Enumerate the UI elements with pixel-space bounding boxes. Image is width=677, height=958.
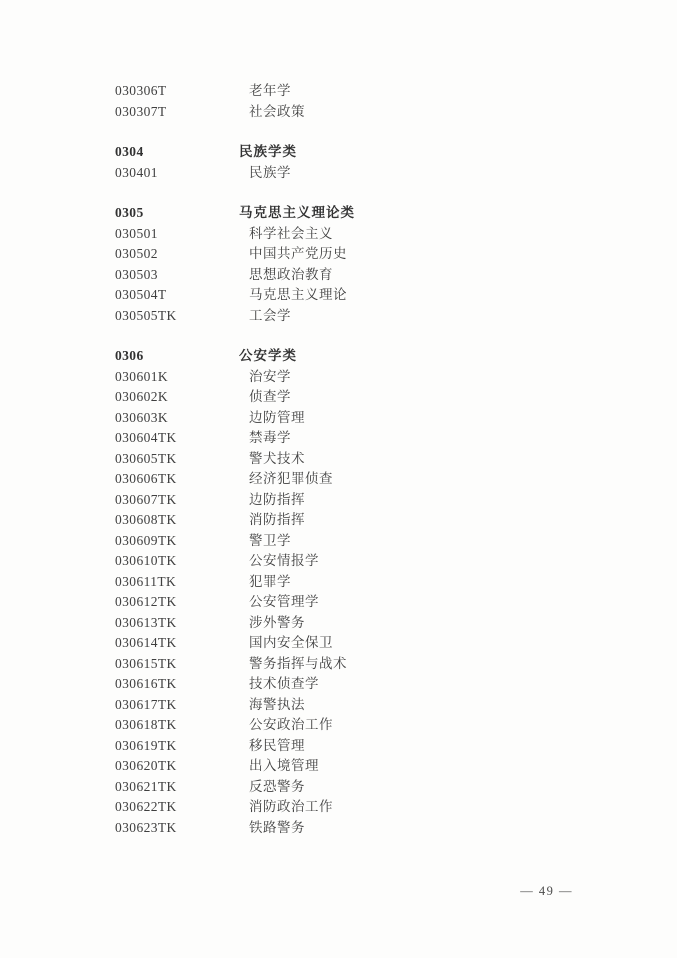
major-code: 030307T xyxy=(115,103,167,119)
major-code: 030612TK xyxy=(115,594,177,609)
major-code: 030616TK xyxy=(115,676,177,691)
major-row xyxy=(115,531,647,552)
major-code: 030607TK xyxy=(115,491,177,507)
catalog-section xyxy=(115,142,647,183)
major-row xyxy=(115,797,647,818)
major-row xyxy=(115,592,647,613)
category-title: 民族学类 xyxy=(239,144,297,159)
category-title: 公安学类 xyxy=(239,348,297,363)
major-name: 社会政策 xyxy=(249,103,305,119)
major-code: 030503 xyxy=(115,266,158,282)
major-row xyxy=(115,367,647,388)
major-name: 海警执法 xyxy=(249,696,305,712)
major-row xyxy=(115,572,647,593)
major-name: 科学社会主义 xyxy=(249,225,333,241)
major-row xyxy=(115,818,647,839)
major-name: 中国共产党历史 xyxy=(249,246,347,261)
major-name: 马克思主义理论 xyxy=(249,287,347,302)
major-name: 边防指挥 xyxy=(249,491,305,507)
major-row xyxy=(115,715,647,736)
catalog-section xyxy=(115,346,647,838)
catalog-section xyxy=(115,203,647,326)
category-title: 马克思主义理论类 xyxy=(239,205,355,220)
major-code: 030602K xyxy=(115,389,169,404)
catalog-section xyxy=(115,81,647,122)
major-code: 030615TK xyxy=(115,655,177,671)
major-row xyxy=(115,306,647,327)
major-row xyxy=(115,285,647,306)
major-name: 国内安全保卫 xyxy=(249,635,333,650)
major-code: 030401 xyxy=(115,164,158,180)
major-name: 老年学 xyxy=(249,83,291,98)
major-name: 警卫学 xyxy=(249,532,291,548)
major-name: 工会学 xyxy=(249,307,291,323)
major-row xyxy=(115,777,647,798)
major-name: 反恐警务 xyxy=(249,778,305,794)
major-code: 030606TK xyxy=(115,471,177,486)
major-name: 警犬技术 xyxy=(249,450,305,466)
major-code: 030611TK xyxy=(115,573,177,589)
major-row xyxy=(115,551,647,572)
major-name: 公安政治工作 xyxy=(249,717,333,732)
major-code: 030622TK xyxy=(115,799,177,814)
major-code: 030620TK xyxy=(115,758,177,773)
major-row xyxy=(115,695,647,716)
major-row xyxy=(115,633,647,654)
major-name: 公安情报学 xyxy=(249,553,319,568)
major-name: 禁毒学 xyxy=(249,430,291,445)
major-row xyxy=(115,469,647,490)
category-code: 0304 xyxy=(115,144,144,159)
major-code: 030623TK xyxy=(115,819,177,835)
major-name: 思想政治教育 xyxy=(249,266,333,282)
major-name: 犯罪学 xyxy=(249,573,291,589)
major-code: 030502 xyxy=(115,246,158,261)
major-row xyxy=(115,428,647,449)
major-name: 警务指挥与战术 xyxy=(249,655,347,671)
major-row xyxy=(115,613,647,634)
major-row xyxy=(115,510,647,531)
major-code: 030619TK xyxy=(115,737,177,753)
major-name: 侦查学 xyxy=(249,389,291,404)
major-code: 030505TK xyxy=(115,307,177,323)
category-row xyxy=(115,203,647,224)
major-code: 030504T xyxy=(115,287,167,302)
major-row xyxy=(115,756,647,777)
major-code: 030501 xyxy=(115,225,158,241)
major-code: 030610TK xyxy=(115,553,177,568)
major-name: 技术侦查学 xyxy=(249,676,319,691)
major-row xyxy=(115,674,647,695)
major-code: 030613TK xyxy=(115,614,177,630)
major-name: 消防指挥 xyxy=(249,512,305,527)
major-code: 030306T xyxy=(115,83,167,98)
major-row xyxy=(115,387,647,408)
major-name: 公安管理学 xyxy=(249,594,319,609)
major-name: 铁路警务 xyxy=(249,819,305,835)
major-name: 出入境管理 xyxy=(249,758,319,773)
major-name: 移民管理 xyxy=(249,737,305,753)
category-code: 0306 xyxy=(115,348,144,363)
major-name: 涉外警务 xyxy=(249,614,305,630)
major-code: 030603K xyxy=(115,409,169,425)
major-row xyxy=(115,224,647,245)
category-code: 0305 xyxy=(115,205,144,220)
major-code: 030609TK xyxy=(115,532,177,548)
major-code: 030601K xyxy=(115,368,169,384)
catalog xyxy=(115,81,647,838)
major-code: 030621TK xyxy=(115,778,177,794)
major-code: 030608TK xyxy=(115,512,177,527)
major-name: 治安学 xyxy=(249,368,291,384)
major-code: 030604TK xyxy=(115,430,177,445)
major-row xyxy=(115,654,647,675)
major-name: 经济犯罪侦查 xyxy=(249,471,333,486)
page-number: — 49 — xyxy=(520,884,573,898)
major-row xyxy=(115,408,647,429)
major-row xyxy=(115,490,647,511)
major-row xyxy=(115,102,647,123)
major-name: 边防管理 xyxy=(249,409,305,425)
major-row xyxy=(115,449,647,470)
major-code: 030617TK xyxy=(115,696,177,712)
major-row xyxy=(115,81,647,102)
major-row xyxy=(115,244,647,265)
category-row xyxy=(115,142,647,163)
major-row xyxy=(115,736,647,757)
major-row xyxy=(115,163,647,184)
major-row xyxy=(115,265,647,286)
major-code: 030614TK xyxy=(115,635,177,650)
category-row xyxy=(115,346,647,367)
major-code: 030605TK xyxy=(115,450,177,466)
major-code: 030618TK xyxy=(115,717,177,732)
major-name: 消防政治工作 xyxy=(249,799,333,814)
major-name: 民族学 xyxy=(249,164,291,180)
